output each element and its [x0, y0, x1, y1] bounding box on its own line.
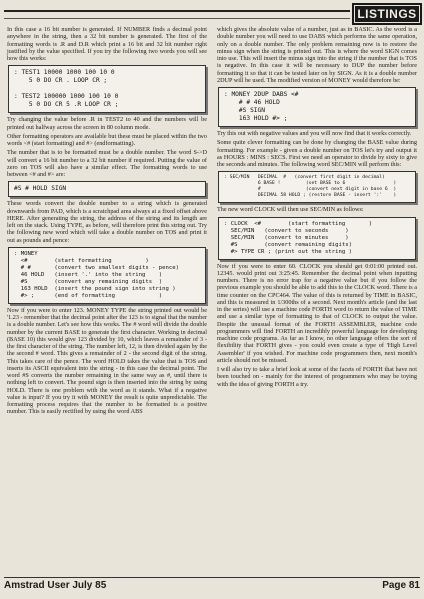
page-number: Page 81 — [382, 580, 420, 591]
page-footer — [4, 577, 420, 591]
left-column — [7, 26, 207, 416]
right-paragraph-1: which gives the absolute value of a number, just as in BASIC. As the word is a double number you will need to use DABS which performs the same operation, only on a double number. The only problem remaining now is to restore the minus sign when the string is printed out. This is where the word SIGN comes into use. This will insert the minus sign into the string if the number that is TOS is negative. In this case it will be necessary to DUP the number before formatting it so that it can be tested later on by SIGN. As it is a double number 2DUP will be used. The modified version of MONEY would therefore be: — [217, 26, 417, 84]
right-paragraph-3: Some quite clever formatting can be done by changing the BASE value during formatting. For example - given a double number on TOS let's try and output it as HOURS : MINS : SECS. First we need an operator to divide by sixty to give the seconds and minutes. The following word SEC/MIN will perform this: — [217, 139, 417, 168]
right-paragraph-5: Now if you were to enter 60. CLOCK you should get 0:01:00 printed out. 12345. would print out 3:25:45. Remember the decimal point when inputting numbers. There is no error trap for a negative value but if you follow the previous example you should be able to add this to the CLOCK word. There is a time counter on the CPC464. The value of this is returned by TIME in BASIC, and this is measured in 1/300ths of a second. Next month's article (and the last in the series) will use a machine code FORTH word to return the value of TIME and use a similar type of formatting to that of CLOCK to output the value. Despite the unusual format of the FORTH ASSEMBLER, machine code programmers will find FORTH an incredibly powerful language for developing machine code programs. As far as I know, no other language offers the sort of flexibility that FORTH gives - you could even create a type of 'High Level Assembler' if you wished. For machine code programmers then, next month's article should not be missed. — [217, 262, 417, 364]
code-clock-word: : CLOCK <# (start formatting ) SEC/MIN (convert to seconds ) SEC/MIN (convert to minutes ) #S (convert remaining digits) #> TYPE CR ; (print out the string ) — [218, 217, 416, 260]
code-money-word: : MONEY <# (start formatting ) # # (convert two smallest digits - pence) 46 HOLD (insert '.' into the string ) #S (convert any remaining digits ) 163 HOLD (insert the pound sign into string ) #> ; (end of formatting ) — [8, 247, 206, 304]
right-paragraph-4: The new word CLOCK will then use SEC/MIN as follows: — [217, 206, 364, 214]
section-title: LISTINGS — [357, 7, 417, 21]
right-column — [217, 26, 417, 388]
left-paragraph-4: The number that is to be formatted must be a double number. The word S->D will convert a 16 bit number to a 32 bit number if required. Putting the value of zero on TOS will also have a similar effect. The formatting words to use between <# and #> are: — [7, 149, 207, 178]
section-banner — [352, 3, 422, 25]
code-money-modified: : MONEY 2DUP DABS <# # # 46 HOLD #S SIGN 163 HOLD #> ; — [218, 87, 416, 127]
header-rule — [4, 10, 350, 19]
left-paragraph-3: Other formatting operators are available but these must be placed within the two words <# (start formatting) and #> (endformatting). — [7, 132, 207, 147]
code-sec-min-word: : SEC/MIN DECIMAL # (convert first digit in decimal) 6 BASE ! (set BASE to 6 ) # (convert next digit in base 6 ) DECIMAL 58 HOLD ; (restore BASE - insert ':' ) — [218, 171, 416, 203]
left-paragraph-1: In this case a 16 bit number is generated. If NUMBER finds a decimal point anywhere in the string, then a 32 bit number is generated. The first of the formatting words is .R and D.R which print a 16 bit and 32 bit number right justified by the value specified. If you try the following two words you will see how this works: — [7, 26, 207, 62]
right-paragraph-2: Try this out with negative values and you will now find that it works correctly. — [217, 130, 412, 137]
right-paragraph-6: I will also try to take a brief look at some of the facets of FORTH that have not been touched on - mainly for the interest of programmers who may be toying with the idea of giving FORTH a try. — [217, 366, 417, 388]
left-paragraph-6: Now if you were to enter 123. MONEY TYPE the string printed out would be '1.23 - remember that the decimal point after the 123 is to signal that the number is a double number. Let's see how this works. The # word will divide the double number by the current BASE to generate the first character. Working in decimal (BASE 10) this would give 123 divided by 10, which leaves a remainder of 3 - the first character of the string. The number left, 12, is then divided again by the the second # word. This gives a remainder of 2 - the second digit of the string. This takes care of the pence. The word HOLD takes the value that is TOS and inserts its ASCII equivalent into the string - in this case the decimal point. The word #S converts the number remaining in the same way as #, until there is nothing left to convert. The pound sign is then inserted into the string by using HOLD. There is one problem with the word as it stands. What if a negative value is input? If you try it with MONEY the result is quite unpredictable. The formatting process requires that the number to be formatted is a positive number. This is easily rectified by using the word ABS — [7, 306, 207, 416]
magazine-issue: Amstrad User July 85 — [4, 580, 107, 591]
code-test-words: : TEST1 10000 1000 100 10 0 5 0 DO CR . LOOP CR ; : TEST2 100000 1000 100 10 0 5 0 DO CR 5 .R LOOP CR ; — [8, 65, 206, 113]
left-paragraph-5: These words convert the double number to a string which is generated downwards from PAD, which is a scratchpad area always at a fixed offset above HERE. After generating the string, the address of the string and its length are left on the stack. Using TYPE, as before, will therefore print this string out. Try the following new word which will take a double number on TOS and print it out as pounds and pence: — [7, 200, 207, 244]
left-paragraph-2: Try changing the value before .R in TEST2 to 40 and the numbers will be printed out halfway across the screen in 80 column mode. — [7, 116, 207, 131]
code-format-words: #S # HOLD SIGN — [8, 181, 206, 197]
